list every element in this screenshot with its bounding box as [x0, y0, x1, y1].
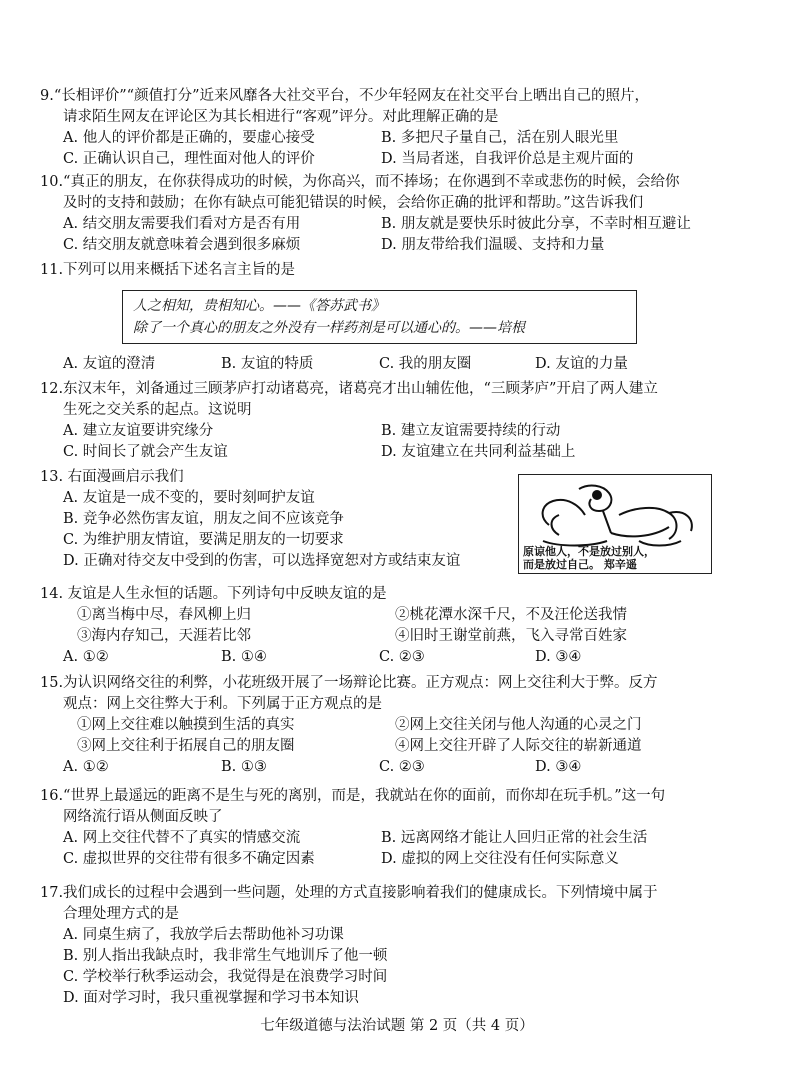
item-4: ④旧时王谢堂前燕，飞入寻常百姓家: [395, 628, 627, 644]
option-c: C. 结交朋友就意味着会遇到很多麻烦: [63, 237, 301, 253]
item-2: ②桃花潭水深千尺，不及汪伦送我情: [395, 607, 627, 623]
option-a: A. 他人的评价都是正确的，要虚心接受: [63, 130, 315, 146]
option-d: D. 虚拟的网上交往没有任何实际意义: [381, 851, 619, 867]
question-stem: 11.下列可以用来概括下述名言主旨的是: [40, 262, 296, 278]
question-10: [40, 172, 760, 256]
option-b: B. 建立友谊需要持续的行动: [381, 423, 561, 439]
question-11: [40, 260, 760, 281]
option-b: B. 多把尺子量自己，活在别人眼光里: [381, 130, 619, 146]
item-2: ②网上交往关闭与他人沟通的心灵之门: [395, 717, 642, 733]
option-c: C. ②③: [379, 759, 425, 775]
option-c: C. 为维护朋友情谊，要满足朋友的一切要求: [63, 532, 344, 548]
option-c: C. 正确认识自己，理性面对他人的评价: [63, 151, 315, 167]
question-stem: 9.“长相评价”“颜值打分”近来风靡各大社交平台，不少年轻网友在社交平台上晒出自己的照片，: [40, 88, 649, 104]
cartoon-image: [518, 474, 712, 574]
question-stem: 17.我们成长的过程中会遇到一些问题，处理的方式直接影响着我们的健康成长。下列情境中属于: [40, 885, 658, 901]
option-d: D. 当局者迷，自我评价总是主观片面的: [381, 151, 634, 167]
question-stem-cont: 请求陌生网友在评论区为其长相进行“客观”评分。对此理解正确的是: [63, 109, 499, 125]
question-stem-cont: 及时的支持和鼓励；在你有缺点可能犯错误的时候，会给你正确的批评和帮助。”这告诉我们: [63, 195, 644, 211]
question-12: [40, 379, 760, 463]
option-b: B. ①③: [221, 759, 267, 775]
option-a: A. 建立友谊要讲究缘分: [63, 423, 214, 439]
question-stem-cont: 生死之交关系的起点。这说明: [63, 402, 252, 418]
question-stem-cont: 观点：网上交往弊大于利。下列属于正方观点的是: [63, 696, 382, 712]
question-stem: 14. 友谊是人生永恒的话题。下列诗句中反映友谊的是: [40, 586, 387, 602]
question-16: [40, 786, 760, 870]
cartoon-caption: 原谅他人，不是放过别人，: [523, 545, 655, 558]
option-a: A. ①②: [63, 649, 109, 665]
option-a: A. 同桌生病了，我放学后去帮助他补习功课: [63, 927, 344, 943]
option-a: A. 结交朋友需要我们看对方是否有用: [63, 216, 301, 232]
option-a: A. ①②: [63, 759, 109, 775]
question-stem: 10.“真正的朋友，在你获得成功的时候，为你高兴，而不捧场；在你遇到不幸或悲伤的时候，会给你: [40, 174, 680, 190]
question-stem: 12.东汉末年，刘备通过三顾茅庐打动诸葛亮，诸葛亮才出山辅佐他，“三顾茅庐”开启了两人建立: [40, 381, 658, 397]
question-13: [40, 467, 510, 572]
option-b: B. ①④: [221, 649, 267, 665]
option-b: B. 竞争必然伤害友谊，朋友之间不应该竞争: [63, 511, 344, 527]
option-a: A. 友谊的澄清: [63, 356, 156, 372]
option-d: D. 面对学习时，我只重视掌握和学习书本知识: [63, 990, 359, 1006]
question-15: [40, 673, 760, 778]
item-4: ④网上交往开辟了人际交往的崭新通道: [395, 738, 642, 754]
question-17: [40, 883, 760, 1009]
item-1: ①网上交往难以触摸到生活的真实: [77, 717, 295, 733]
quote-box: [122, 290, 637, 344]
item-3: ③网上交往利于拓展自己的朋友圈: [77, 738, 295, 754]
cartoon-drawing: [519, 475, 712, 551]
option-b: B. 别人指出我缺点时，我非常生气地训斥了他一顿: [63, 948, 388, 964]
option-b: B. 朋友就是要快乐时彼此分享，不幸时相互避让: [381, 216, 691, 232]
question-9: [40, 86, 760, 170]
option-c: C. 时间长了就会产生友谊: [63, 444, 228, 460]
question-stem-cont: 网络流行语从侧面反映了: [63, 809, 223, 825]
question-stem: 15.为认识网络交往的利弊，小花班级开展了一场辩论比赛。正方观点：网上交往利大于弊。反方: [40, 675, 658, 691]
question-11-options: [40, 354, 760, 375]
option-d: D. 朋友带给我们温暖、支持和力量: [381, 237, 605, 253]
question-stem-cont: 合理处理方式的是: [63, 906, 179, 922]
item-1: ①离当梅中尽，春风柳上归: [77, 607, 251, 623]
page-footer: 七年级道德与法治试题 第 2 页（共 4 页）: [260, 1018, 534, 1034]
option-b: B. 友谊的特质: [221, 356, 314, 372]
option-c: C. 学校举行秋季运动会，我觉得是在浪费学习时间: [63, 969, 388, 985]
option-d: D. ③④: [535, 759, 582, 775]
option-d: D. 正确对待交友中受到的伤害，可以选择宽恕对方或结束友谊: [63, 553, 461, 569]
quote-line: 人之相知，贵相知心。——《答苏武书》: [133, 298, 385, 314]
option-c: C. 虚拟世界的交往带有很多不确定因素: [63, 851, 315, 867]
option-d: D. ③④: [535, 649, 582, 665]
question-stem: 13. 右面漫画启示我们: [40, 469, 184, 485]
option-d: D. 友谊的力量: [535, 356, 628, 372]
option-c: C. ②③: [379, 649, 425, 665]
question-14: [40, 584, 760, 668]
item-3: ③海内存知己，天涯若比邻: [77, 628, 251, 644]
option-b: B. 远离网络才能让人回归正常的社会生活: [381, 830, 648, 846]
option-c: C. 我的朋友圈: [379, 356, 472, 372]
option-a: A. 友谊是一成不变的，要时刻呵护友谊: [63, 490, 315, 506]
cartoon-caption: 而是放过自己。 郑辛遥: [523, 558, 637, 571]
option-d: D. 友谊建立在共同利益基础上: [381, 444, 576, 460]
question-stem: 16.“世界上最遥远的距离不是生与死的离别，而是，我就站在你的面前，而你却在玩手机。”这一句: [40, 788, 666, 804]
quote-line: 除了一个真心的朋友之外没有一样药剂是可以通心的。——培根: [133, 320, 525, 336]
option-a: A. 网上交往代替不了真实的情感交流: [63, 830, 301, 846]
